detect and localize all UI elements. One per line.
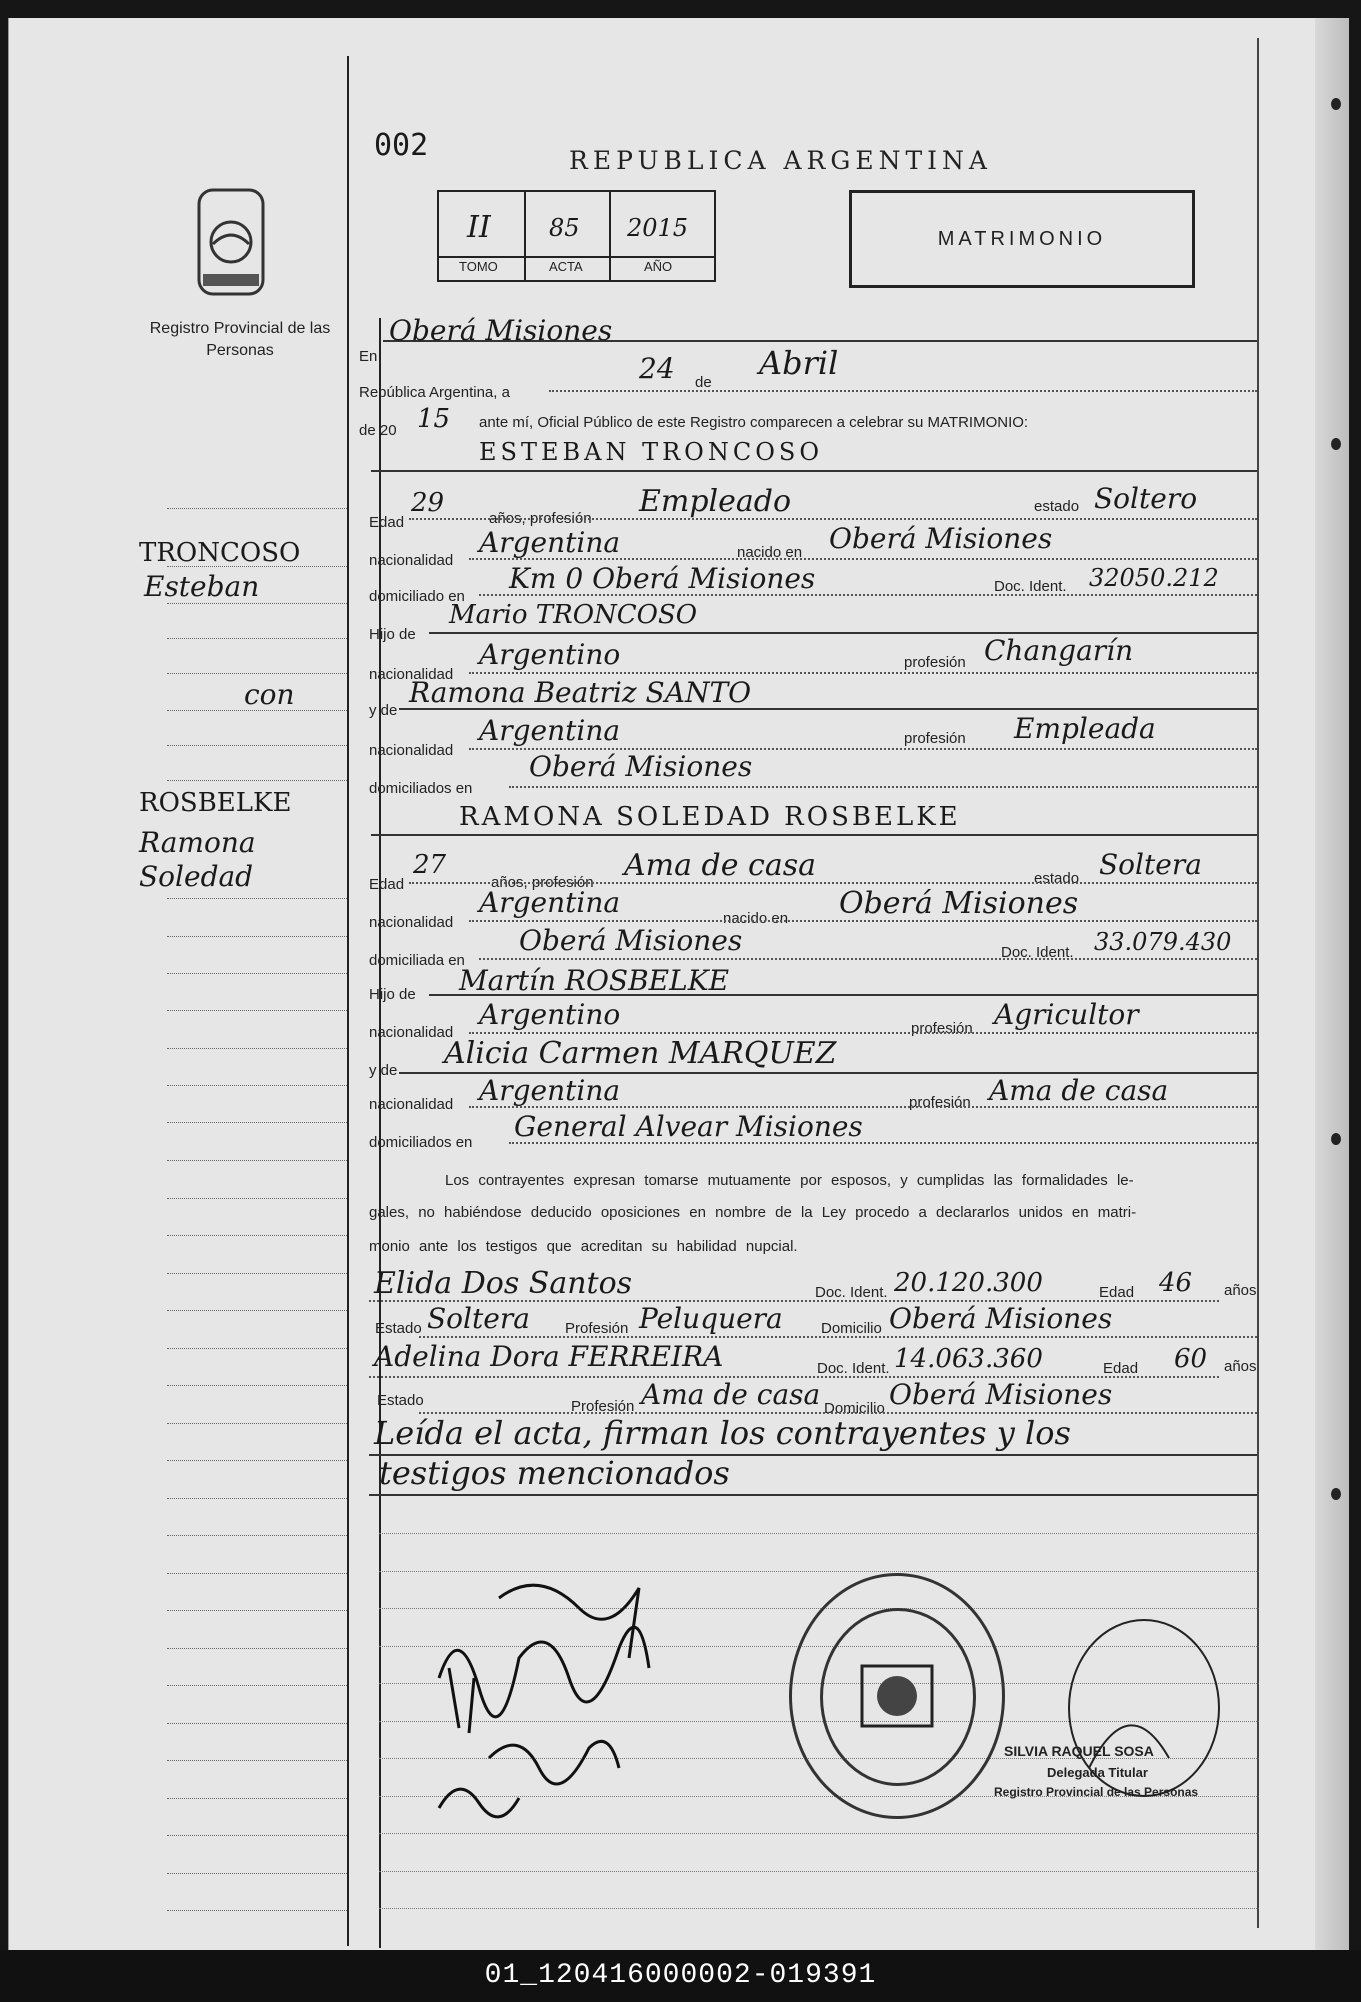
bride-name: RAMONA SOLEDAD ROSBELKE [459,802,961,832]
margin-rule-line [167,1460,347,1461]
margin-rule-line [167,566,347,567]
bride-row7-line [469,1106,1257,1108]
closing-line2-rule [369,1494,1257,1496]
bride-nacionalidad: Argentina [479,886,621,919]
groom-nacionalidad: Argentina [479,526,621,559]
bride-doc: 33.079.430 [1094,928,1232,956]
groom-estado-label: estado [1034,498,1080,515]
groom-name: ESTEBAN TRONCOSO [479,438,823,466]
bride-padre-nac: Argentino [479,998,621,1031]
bride-padre-prof-label: profesión [911,1020,973,1037]
volume-table [437,190,716,282]
closing-line1: Leída el acta, firman los contrayentes y los [374,1414,1071,1452]
witness1-name: Elida Dos Santos [374,1266,633,1301]
margin-rule-line [167,1235,347,1236]
margin-rule-line [167,673,347,674]
margin-rule-line [167,936,347,937]
acta-value: 85 [549,214,580,242]
bride-row8-line [509,1142,1257,1144]
witness2-estado-label: Estado [377,1392,424,1409]
witness1-profesion: Peluquera [639,1302,783,1335]
record-number: 002 [374,128,429,163]
witness1-doc-label: Doc. Ident. [815,1284,888,1301]
bride-yde-label: y de [369,1062,398,1079]
bride-row4-line [429,994,1257,996]
binding-hole [1331,1133,1341,1145]
tomo-label: TOMO [459,259,498,274]
margin-rule-line [167,603,347,604]
groom-row5-line [469,672,1257,674]
bride-nacido-label: nacido en [723,910,789,927]
scan-id: 01_120416000002-019391 [0,1950,1361,2002]
groom-row3-line [479,594,1257,596]
margin-rule-line [167,1385,347,1386]
groom-madre-prof: Empleada [1014,712,1156,745]
groom-anos-prof-label: años, profesión [489,510,592,527]
official-role: Delegada Titular [1047,1765,1148,1780]
country-title: REPUBLICA ARGENTINA [569,146,992,175]
intro-year: 15 [417,404,451,434]
groom-padre-prof-label: profesión [904,654,966,671]
margin-rule-line [167,1310,347,1311]
binding-hole [1331,98,1341,110]
en-label: En [359,348,378,365]
witness2-name: Adelina Dora FERREIRA [374,1340,724,1373]
margin-rule-line [167,1198,347,1199]
margin-rule-line [167,1048,347,1049]
tomo-value: II [467,210,491,245]
margin-rule-line [167,638,347,639]
margin-rule-line [167,1273,347,1274]
bride-name-line [371,834,1257,836]
body-rule-line [379,1908,1259,1909]
bride-padre-prof: Agricultor [994,998,1139,1031]
margin-rule-line [167,973,347,974]
witness2-profesion: Ama de casa [641,1378,821,1411]
binding-hole [1331,438,1341,450]
bride-hijo-label: Hijo de [369,986,416,1003]
bride-profesion: Ama de casa [624,848,816,883]
groom-padre-prof: Changarín [984,634,1134,667]
witness1-anos-label: años [1224,1282,1257,1299]
right-rule [1257,38,1259,1928]
province-shield-icon [189,186,273,304]
witness2-prof-label: Profesión [571,1398,635,1415]
document-type: MATRIMONIO [849,190,1195,288]
witness1-prof-label: Profesión [565,1320,629,1337]
witness2-dom-label: Domicilio [824,1400,885,1417]
date-line [549,390,1257,392]
witness2-edad: 60 [1174,1344,1208,1374]
bride-padre-nac-label: nacionalidad [369,1024,454,1041]
witness1-doc: 20.120.300 [894,1268,1043,1298]
groom-yde-label: y de [369,702,398,719]
certificate-page [8,18,1349,1950]
groom-doc-label: Doc. Ident. [994,578,1067,595]
registry-name: Registro Provincial de las Personas [149,320,331,359]
margin-rule-line [167,780,347,781]
margin-rule-line [167,1423,347,1424]
intro-text: ante mí, Oficial Público de este Registro comparecen a celebrar su MATRIMONIO: [479,414,1029,431]
margin-rule-line [167,508,347,509]
groom-estado: Soltero [1094,482,1198,515]
bride-padres-dom: General Alvear Misiones [514,1110,863,1143]
margin-rule-line [167,710,347,711]
intro-day: 24 [639,352,675,385]
bride-doc-label: Doc. Ident. [1001,944,1074,961]
groom-row1-line [409,518,1257,520]
groom-profesion: Empleado [639,484,792,519]
groom-nacido-label: nacido en [737,544,803,561]
anio-value: 2015 [627,214,689,242]
witness1-estado: Soltera [427,1302,530,1335]
bride-madre-nac-label: nacionalidad [369,1096,454,1113]
witness2-domicilio: Oberá Misiones [889,1378,1113,1411]
bride-padres-dom-label: domiciliados en [369,1134,473,1151]
groom-padre-nac-label: nacionalidad [369,666,454,683]
page-edge [1315,18,1349,1950]
margin-rule-line [167,1798,347,1799]
groom-nac-label: nacionalidad [369,552,454,569]
bride-nacido: Oberá Misiones [839,886,1079,921]
closing-line2: testigos mencionados [379,1454,730,1492]
margin-rule-line [167,1085,347,1086]
margin-rule-line [167,1723,347,1724]
margin-rule-line [167,1910,347,1911]
witness1-estado-label: Estado [375,1320,422,1337]
margin-rule-line [167,745,347,746]
margin-rule-line [167,898,347,899]
groom-madre-nac: Argentina [479,714,621,747]
declaration-line3: monio ante los testigos que acreditan su habilidad nupcial. [369,1238,798,1255]
witness1-edad: 46 [1159,1268,1193,1298]
groom-doc: 32050.212 [1089,564,1219,592]
bride-nac-label: nacionalidad [369,914,454,931]
groom-row8-line [509,786,1257,788]
seal-emblem-icon [852,1656,942,1736]
bride-estado-label: estado [1034,870,1080,887]
bride-row3-line [479,958,1257,960]
witness1-dom-label: Domicilio [821,1320,882,1337]
bride-madre: Alicia Carmen MARQUEZ [444,1036,837,1071]
margin-groom-given: Esteban [144,570,260,603]
margin-rule-line [167,1610,347,1611]
bride-madre-prof: Ama de casa [989,1074,1169,1107]
witness1-edad-label: Edad [1099,1284,1135,1301]
groom-padres-dom: Oberá Misiones [529,750,753,783]
margin-rule-line [167,1498,347,1499]
bride-padre: Martín ROSBELKE [459,964,730,997]
anio-label: AÑO [644,259,673,274]
official-seal [789,1573,1005,1819]
groom-madre-prof-label: profesión [904,730,966,747]
groom-madre-nac-label: nacionalidad [369,742,454,759]
groom-nacido: Oberá Misiones [829,522,1053,555]
margin-bride-given2: Soledad [139,860,254,893]
witness2-anos-label: años [1224,1358,1257,1375]
groom-row2-line [469,558,1257,560]
bride-dom-label: domiciliada en [369,952,465,969]
bride-domicilio: Oberá Misiones [519,924,743,957]
witness1-domicilio: Oberá Misiones [889,1302,1113,1335]
bride-edad-label: Edad [369,876,405,893]
body-rule-line [379,1533,1259,1534]
margin-rule-line [167,1873,347,1874]
margin-groom-surname: TRONCOSO [139,538,301,568]
margin-rule-line [167,1835,347,1836]
margin-rule-line [167,1573,347,1574]
year-label: de 20 [359,422,397,439]
groom-padres-dom-label: domiciliados en [369,780,473,797]
bride-madre-prof-label: profesión [909,1094,971,1111]
bride-row5-line [469,1032,1257,1034]
margin-rule-line [167,1122,347,1123]
margin-rule-line [167,1648,347,1649]
margin-rule-line [167,1685,347,1686]
margin-rule [347,56,349,1946]
signatures-icon [419,1558,669,1828]
groom-padre-nac: Argentino [479,638,621,671]
de-label: de [695,374,712,391]
groom-edad: 29 [411,488,445,518]
groom-hijo-label: Hijo de [369,626,416,643]
groom-edad-label: Edad [369,514,405,531]
groom-padre: Mario TRONCOSO [449,600,698,630]
bride-estado: Soltera [1099,848,1202,881]
intro-month: Abril [759,344,839,382]
declaration-line2: gales, no habiéndose deducido oposiciones en nombre de la Ley procedo a declararlos unidos en matri- [369,1204,1137,1221]
margin-rule-line [167,1535,347,1536]
witness2-edad-label: Edad [1103,1360,1139,1377]
witness1-row2-line [419,1336,1257,1338]
bride-anos-prof-label: años, profesión [491,874,594,891]
witness2-doc-label: Doc. Ident. [817,1360,890,1377]
margin-rule-line [167,1348,347,1349]
bride-madre-nac: Argentina [479,1074,621,1107]
witness2-doc: 14.063.360 [894,1344,1043,1374]
bride-row2-line [469,920,1257,922]
margin-rule-line [167,1010,347,1011]
body-rule-line [379,1833,1259,1834]
bride-edad: 27 [413,850,447,880]
margin-bride-given1: Ramona [139,826,256,859]
body-rule-line [379,1871,1259,1872]
bride-row1-line [409,882,1257,884]
acta-label: ACTA [549,259,583,274]
binding-hole [1331,1488,1341,1500]
declaration-line1: Los contrayentes expresan tomarse mutuamente por esposos, y cumplidas las formalidades le- [445,1172,1134,1189]
margin-rule-line [167,1160,347,1161]
groom-row6-line [399,708,1257,710]
groom-name-line [371,470,1257,472]
official-name: SILVIA RAQUEL SOSA [1004,1743,1154,1759]
official-office: Registro Provincial de las Personas [994,1785,1199,1799]
margin-connector: con [244,678,295,711]
margin-rule-line [167,1760,347,1761]
margin-bride-surname: ROSBELKE [139,788,292,818]
groom-madre: Ramona Beatriz SANTO [409,676,752,709]
intro-place: Oberá Misiones [389,314,613,347]
groom-domicilio: Km 0 Oberá Misiones [509,562,816,595]
republica-label: República Argentina, a [359,384,510,401]
groom-dom-label: domiciliado en [369,588,465,605]
